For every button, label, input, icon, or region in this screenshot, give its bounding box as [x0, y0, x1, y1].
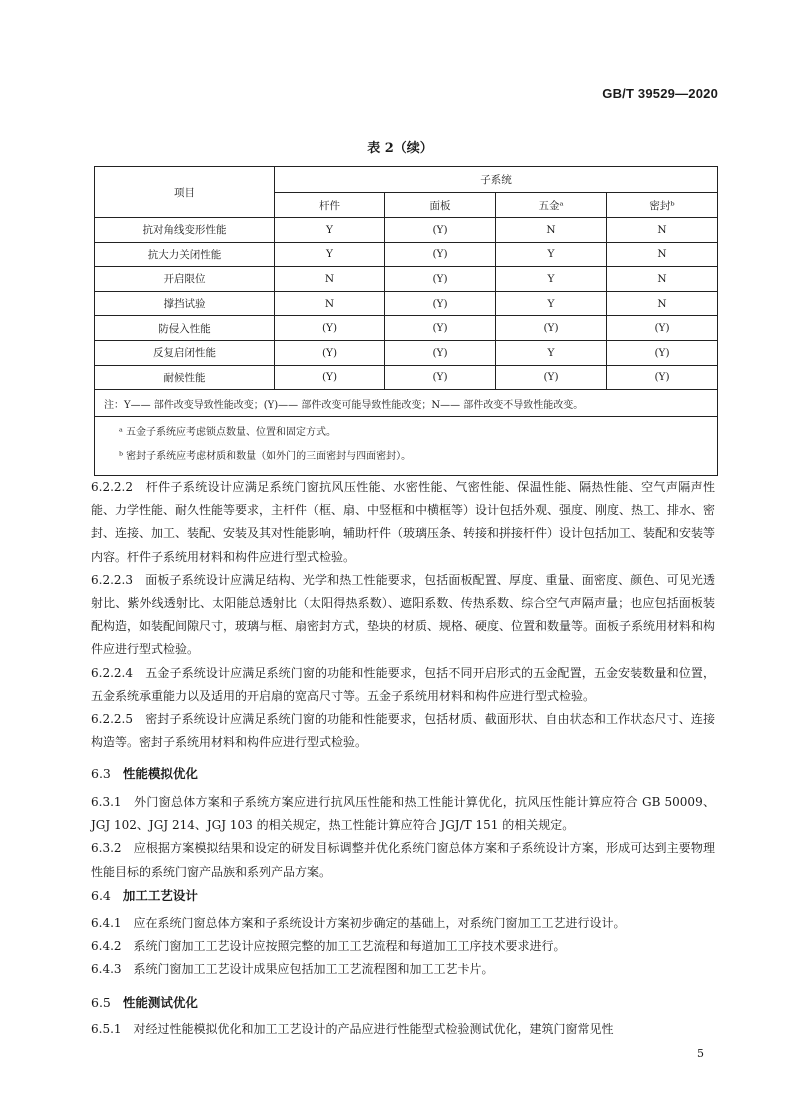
- clause-paragraph: 6.4.1 应在系统门窗总体方案和子系统设计方案初步确定的基础上，对系统门窗加工工艺进行设计。: [91, 916, 626, 930]
- table-cell: Y: [496, 242, 607, 267]
- clause-paragraph: 6.3.1 外门窗总体方案和子系统方案应进行抗风压性能和热工性能计算优化，抗风压性能计算应符合 GB 50009、JGJ 102、JGJ 214、JGJ 103 的相关规定，热工性能计算应符合 JGJ/T 151 的相关规定。: [91, 795, 715, 833]
- clause-paragraph: 6.4.2 系统门窗加工工艺设计应按照完整的加工工艺流程和每道加工工序技术要求进行。: [91, 939, 566, 954]
- clause-paragraph: 6.5.1 对经过性能模拟优化和加工工艺设计的产品应进行性能型式检验测试优化，建筑门窗常见性: [91, 1022, 614, 1036]
- table-cell: N: [275, 291, 385, 316]
- table-footnote-b: ᵇ 密封子系统应考虑材质和数量（如外门的三面密封与四面密封）。: [95, 445, 718, 476]
- header-col-panel: 面板: [385, 193, 496, 218]
- table-cell: N: [607, 218, 718, 243]
- table-row: [95, 365, 718, 390]
- table-row: [95, 267, 718, 292]
- table-cell: N: [496, 218, 607, 243]
- section-heading-6-4: [91, 886, 198, 904]
- standard-code: GB/T 39529—2020: [602, 86, 718, 101]
- section-heading-6-3: [91, 764, 198, 782]
- row-label: 抗对角线变形性能: [95, 218, 275, 243]
- table-cell: Y: [275, 218, 385, 243]
- table-cell: (Y): [385, 316, 496, 341]
- header-subsystem: 子系统: [275, 167, 718, 193]
- table-cell: Y: [496, 340, 607, 365]
- table-footnote-a: ᵃ 五金子系统应考虑锁点数量、位置和固定方式。: [95, 417, 718, 446]
- clause-group-64: [91, 912, 715, 982]
- section-heading-6-5: [91, 993, 198, 1011]
- table-cell: (Y): [385, 242, 496, 267]
- row-label: 防侵入性能: [95, 316, 275, 341]
- table-cell: N: [607, 267, 718, 292]
- row-label: 抗大力关闭性能: [95, 242, 275, 267]
- header-col-seal: 密封ᵇ: [607, 193, 718, 218]
- section-title: 加工工艺设计: [122, 888, 198, 903]
- header-col-hardware: 五金ᵃ: [496, 193, 607, 218]
- table-cell: N: [607, 291, 718, 316]
- clause-paragraph: 6.3.2 应根据方案模拟结果和设定的研发目标调整并优化系统门窗总体方案和子系统设计方案，形成可达到主要物理性能目标的系统门窗产品族和系列产品方案。: [91, 841, 715, 879]
- table-cell: N: [275, 267, 385, 292]
- table-cell: (Y): [275, 340, 385, 365]
- table-title: 表 2（续）: [367, 141, 433, 156]
- clause-group-63: [91, 791, 715, 884]
- table-cell: Y: [496, 267, 607, 292]
- table-cell: (Y): [607, 340, 718, 365]
- clause-group-622: [91, 476, 715, 754]
- table-cell: (Y): [275, 316, 385, 341]
- page-number: 5: [697, 1047, 704, 1060]
- table-cell: (Y): [607, 365, 718, 390]
- table-cell: (Y): [496, 365, 607, 390]
- table-cell: (Y): [275, 365, 385, 390]
- table-row: [95, 340, 718, 365]
- subsystem-table: [94, 166, 718, 476]
- row-label: 撑挡试验: [95, 291, 275, 316]
- clause-paragraph: 6.2.2.5 密封子系统设计应满足系统门窗的功能和性能要求，包括材质、截面形状、自由状态和工作状态尺寸、连接构造等。密封子系统用材料和构件应进行型式检验。: [91, 712, 715, 750]
- row-label: 反复启闭性能: [95, 340, 275, 365]
- clause-paragraph: 6.4.3 系统门窗加工工艺设计成果应包括加工工艺流程图和加工工艺卡片。: [91, 962, 494, 977]
- table-cell: Y: [496, 291, 607, 316]
- table-cell: (Y): [385, 291, 496, 316]
- table-cell: (Y): [607, 316, 718, 341]
- row-label: 开启限位: [95, 267, 275, 292]
- table-row: [95, 242, 718, 267]
- table-cell: (Y): [385, 218, 496, 243]
- clause-paragraph: 6.2.2.3 面板子系统设计应满足结构、光学和热工性能要求，包括面板配置、厚度、重量、面密度、颜色、可见光透射比、紫外线透射比、太阳能总透射比（太阳得热系数）、遮阳系数、传热系数、综合空气声隔声量；也应包括面板装配构造，如装配间隙尺寸，玻璃与框、扇密封方式，垫块的材质、规格、硬度、位置和数量等。面板子系统用材料和构件应进行型式检验。: [91, 572, 716, 657]
- header-item: 项目: [95, 167, 275, 218]
- table-cell: (Y): [385, 340, 496, 365]
- table-note: 注：Y—— 部件改变导致性能改变；(Y)—— 部件改变可能导致性能改变；N—— 部件改变不导致性能改变。: [95, 390, 718, 417]
- section-number: 6.5: [91, 995, 111, 1010]
- table-row: [95, 316, 718, 341]
- section-number: 6.4: [91, 888, 111, 903]
- clause-group-65: [91, 1018, 715, 1041]
- section-number: 6.3: [91, 766, 111, 781]
- table-cell: Y: [275, 242, 385, 267]
- clause-paragraph: 6.2.2.4 五金子系统设计应满足系统门窗的功能和性能要求，包括不同开启形式的五金配置，五金安装数量和位置，五金系统承重能力以及适用的开启扇的宽高尺寸等。五金子系统用材料和构件应进行型式检验。: [91, 665, 715, 703]
- clause-paragraph: 6.2.2.2 杆件子系统设计应满足系统门窗抗风压性能、水密性能、气密性能、保温性能、隔热性能、空气声隔声性能、力学性能、耐久性能等要求，主杆件（框、扇、中竖框和中横框等）设计包括外观、强度、刚度、热工、排水、密封、连接、加工、装配、安装及其对性能影响，辅助杆件（玻璃压条、转接和拼接杆件）设计包括加工、装配和安装等内容。杆件子系统用材料和构件应进行型式检验。: [91, 480, 716, 564]
- table-cell: (Y): [496, 316, 607, 341]
- row-label: 耐候性能: [95, 365, 275, 390]
- table-cell: N: [607, 242, 718, 267]
- section-title: 性能模拟优化: [122, 766, 198, 781]
- table-cell: (Y): [385, 365, 496, 390]
- header-col-rod: 杆件: [275, 193, 385, 218]
- table-cell: (Y): [385, 267, 496, 292]
- table-row: [95, 291, 718, 316]
- section-title: 性能测试优化: [122, 995, 198, 1010]
- table-row: [95, 218, 718, 243]
